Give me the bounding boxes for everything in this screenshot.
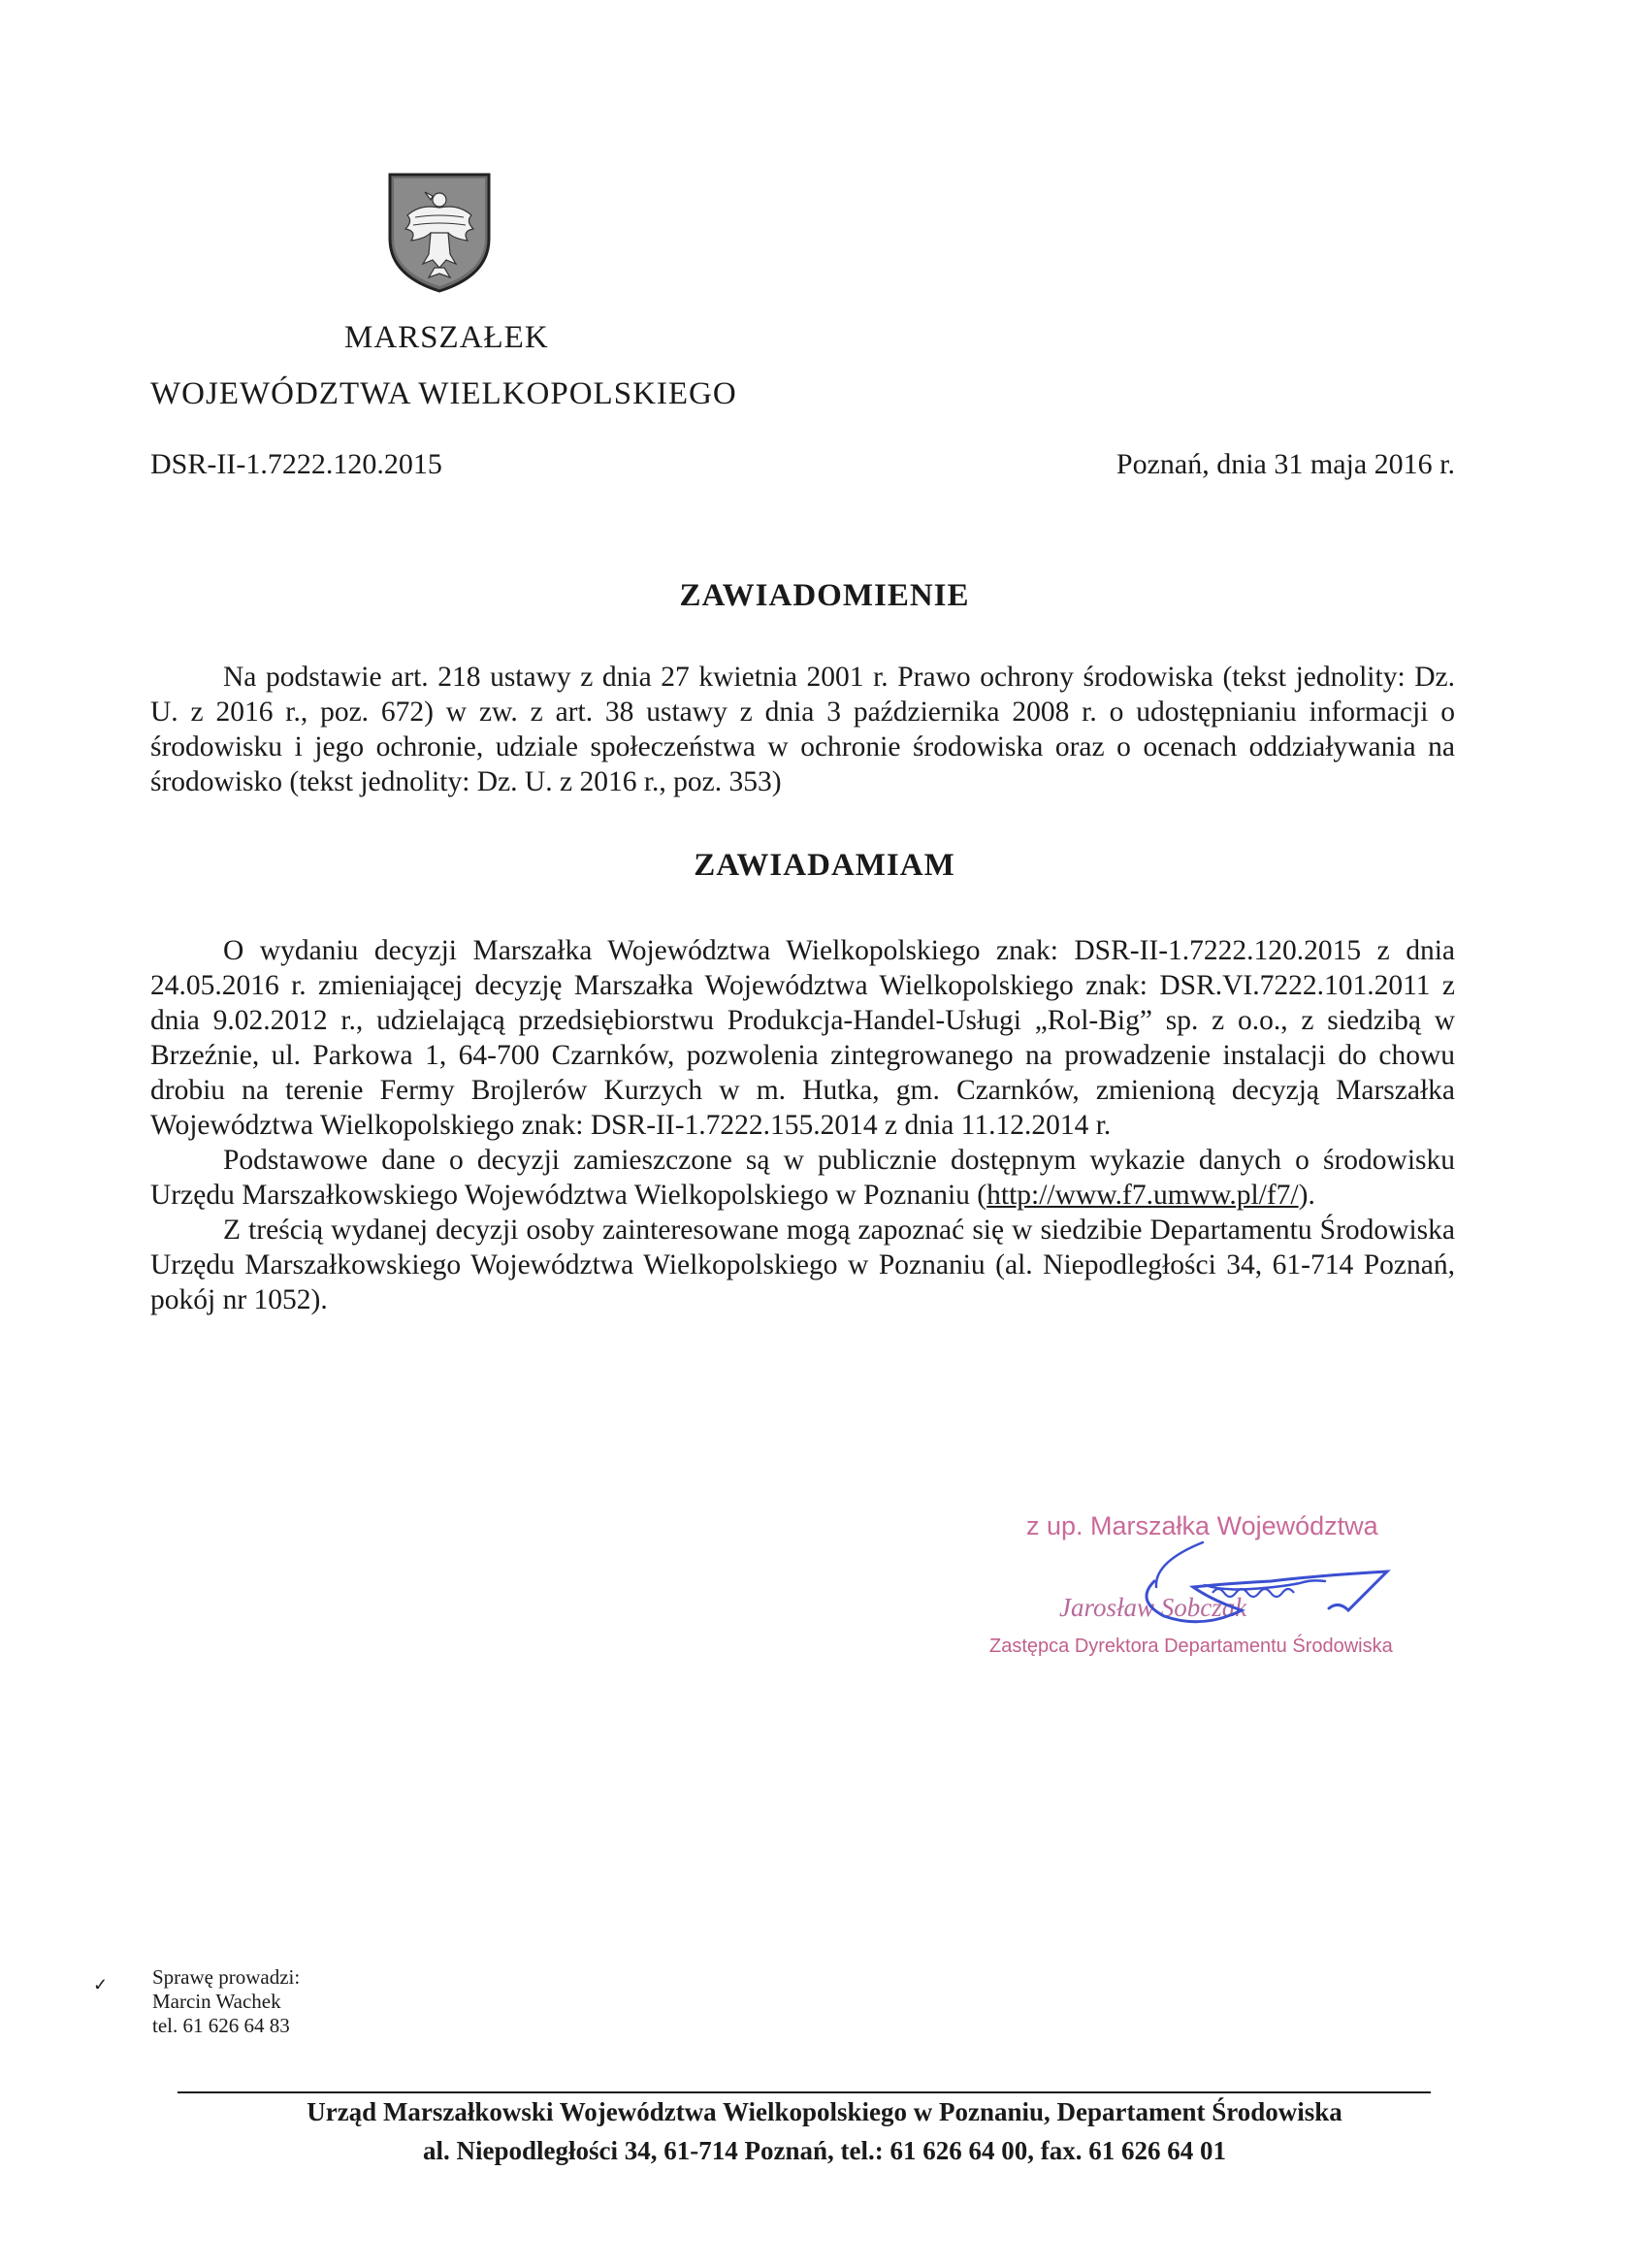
legal-basis-paragraph: [150, 660, 1455, 799]
decision-paragraph: O wydaniu decyzji Marszałka Województwa Wielkopolskiego znak: DSR-II-1.7222.120.2015 z dnia 24.05.2016 r. zmieniającej decyzję Marszałka Województwa Wielkopolskiego znak: DSR.VI.7222.101.2011 z dnia 9.02.2012 r., udzielającą przedsiębiorstwu Produkcja-Handel-Usługi „Rol-Big” sp. z o.o., z siedzibą w Brzeźnie, ul. Parkowa 1, 64-700 Czarnków, pozwolenia zintegrowanego na prowadzenie instalacji do chowu drobiu na terenie Fermy Brojlerów Kurzych w m. Hutka, gm. Czarnków, zmienioną decyzją Marszałka Województwa Wielkopolskiego znak: DSR-II-1.7222.155.2014 z dnia 11.12.2014 r.: [150, 935, 1455, 1141]
data-register-text-end: ).: [1298, 1180, 1315, 1211]
footer-office-name: Urząd Marszałkowski Województwa Wielkopolskiego w Poznaniu, Departament Środowiska: [307, 2097, 1342, 2126]
stamp-signatory-role: Zastępca Dyrektora Departamentu Środowiska: [989, 1636, 1393, 1657]
data-register-text: Podstawowe dane o decyzji zamieszczone są w publicznie dostępnym wykazie danych o środowisku Urzędu Marszałkowskiego Województwa Wielkopolskiego w Poznaniu (: [150, 1145, 1455, 1211]
case-handler-name: Marcin Wachek: [152, 1990, 281, 2013]
case-handler-phone: tel. 61 626 64 83: [152, 2014, 290, 2037]
document-title: ZAWIADOMIENIE: [679, 578, 970, 613]
data-register-paragraph: [150, 1143, 1455, 1213]
place-and-date: Poznań, dnia 31 maja 2016 r.: [1116, 448, 1455, 480]
stamp-signatory-name: Jarosław Sobczak: [1059, 1593, 1247, 1622]
inspection-paragraph: Z treścią wydanej decyzji osoby zainteresowane mogą zapoznać się w siedzibie Departamentu Środowiska Urzędu Marszałkowskiego Województwa Wielkopolskiego w Poznaniu (al. Niepodległości 34, 61-714 Poznań, pokój nr 1052).: [150, 1215, 1455, 1315]
issuer-title: MARSZAŁEK: [344, 320, 549, 355]
issuer-subtitle: WOJEWÓDZTWA WIELKOPOLSKIEGO: [150, 376, 737, 411]
margin-mark: ✓: [93, 1975, 109, 1994]
data-register-link[interactable]: http://www.f7.umww.pl/f7/: [986, 1180, 1299, 1211]
coat-of-arms-eagle-icon: [386, 171, 493, 295]
handwritten-signature: [1096, 1533, 1406, 1639]
decision-heading: ZAWIADAMIAM: [694, 848, 955, 883]
case-handler: [152, 1965, 300, 2038]
footer-address: al. Niepodległości 34, 61-714 Poznań, tel.: 61 626 64 00, fax. 61 626 64 01: [423, 2136, 1226, 2165]
case-handler-label: Sprawę prowadzi:: [152, 1965, 301, 1989]
reference-number: DSR-II-1.7222.120.2015: [150, 448, 442, 480]
footer-divider: [178, 2091, 1431, 2093]
signature-stamp: [980, 1504, 1445, 1669]
notice-body: [150, 933, 1455, 1317]
stamp-authorization-line: z up. Marszałka Województwa: [1026, 1511, 1378, 1540]
legal-basis-text: Na podstawie art. 218 ustawy z dnia 27 kwietnia 2001 r. Prawo ochrony środowiska (tekst jednolity: Dz. U. z 2016 r., poz. 672) w zw. z art. 38 ustawy z dnia 3 października 2008 r. o udostępnianiu informacji o środowisku i jego ochronie, udziale społeczeństwa w ochronie środowiska oraz o ocenach oddziaływania na środowisko (tekst jednolity: Dz. U. z 2016 r., poz. 353): [150, 662, 1455, 797]
